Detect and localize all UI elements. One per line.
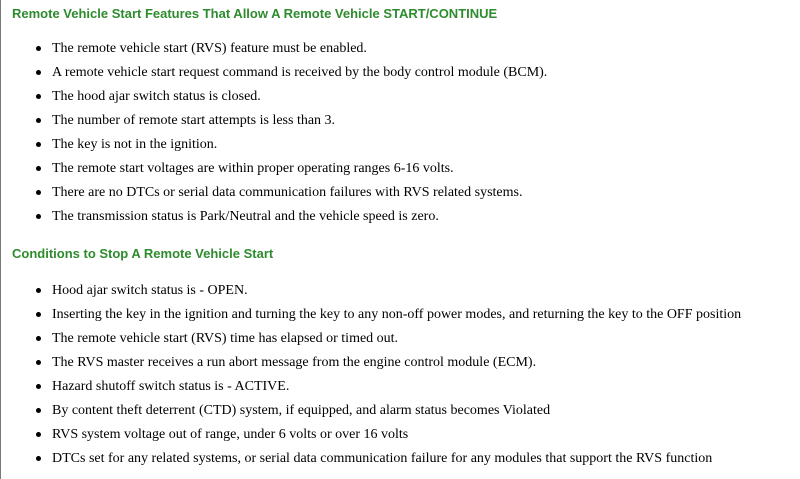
list-item: [1, 208, 800, 232]
section-heading-start-features: Remote Vehicle Start Features That Allow A Remote Vehicle START/CONTINUE: [12, 6, 498, 21]
list-item: [1, 136, 800, 160]
bullet-icon: [36, 384, 41, 389]
document-page: [1, 0, 800, 479]
bullet-icon: [36, 94, 41, 99]
bullet-icon: [36, 46, 41, 51]
list-item-text: There are no DTCs or serial data communication failures with RVS related systems.: [52, 185, 523, 200]
list-item: [1, 306, 800, 330]
list-item: [1, 402, 800, 426]
list-item-text: The key is not in the ignition.: [52, 137, 218, 152]
bullet-icon: [36, 70, 41, 75]
list-item-text: Hazard shutoff switch status is - ACTIVE.: [52, 379, 290, 394]
bullet-icon: [36, 190, 41, 195]
list-item-text: The remote vehicle start (RVS) time has elapsed or timed out.: [52, 331, 399, 346]
list-item-text: The number of remote start attempts is less than 3.: [52, 113, 336, 128]
list-item: [1, 184, 800, 208]
section-heading-stop-conditions: Conditions to Stop A Remote Vehicle Start: [12, 246, 274, 261]
list-item: [1, 64, 800, 88]
bullet-icon: [36, 456, 41, 461]
list-item: [1, 354, 800, 378]
start-features-list: [1, 40, 800, 232]
bullet-icon: [36, 336, 41, 341]
list-item-text: The hood ajar switch status is closed.: [52, 89, 261, 104]
list-item-text: By content theft deterrent (CTD) system, if equipped, and alarm status becomes Violated: [52, 403, 551, 418]
list-item-text: Hood ajar switch status is - OPEN.: [52, 283, 248, 298]
bullet-icon: [36, 408, 41, 413]
list-item: [1, 378, 800, 402]
bullet-icon: [36, 166, 41, 171]
bullet-icon: [36, 118, 41, 123]
list-item: [1, 40, 800, 64]
list-item-text: The remote start voltages are within proper operating ranges 6-16 volts.: [52, 161, 454, 176]
list-item: [1, 450, 800, 474]
bullet-icon: [36, 288, 41, 293]
list-item-text: A remote vehicle start request command is received by the body control module (BCM).: [52, 65, 548, 80]
list-item-text: The remote vehicle start (RVS) feature must be enabled.: [52, 41, 367, 56]
bullet-icon: [36, 432, 41, 437]
list-item: [1, 282, 800, 306]
list-item: [1, 330, 800, 354]
bullet-icon: [36, 214, 41, 219]
list-item-text: Inserting the key in the ignition and turning the key to any non-off power modes, and returning the key to the OFF position: [52, 307, 742, 322]
list-item-text: RVS system voltage out of range, under 6 volts or over 16 volts: [52, 427, 409, 442]
list-item: [1, 112, 800, 136]
bullet-icon: [36, 142, 41, 147]
list-item-text: The transmission status is Park/Neutral and the vehicle speed is zero.: [52, 209, 439, 224]
stop-conditions-list: [1, 282, 800, 474]
list-item: [1, 426, 800, 450]
list-item: [1, 160, 800, 184]
list-item-text: The RVS master receives a run abort message from the engine control module (ECM).: [52, 355, 537, 370]
bullet-icon: [36, 360, 41, 365]
bullet-icon: [36, 312, 41, 317]
list-item: [1, 88, 800, 112]
list-item-text: DTCs set for any related systems, or serial data communication failure for any modules that support the RVS function: [52, 451, 713, 466]
